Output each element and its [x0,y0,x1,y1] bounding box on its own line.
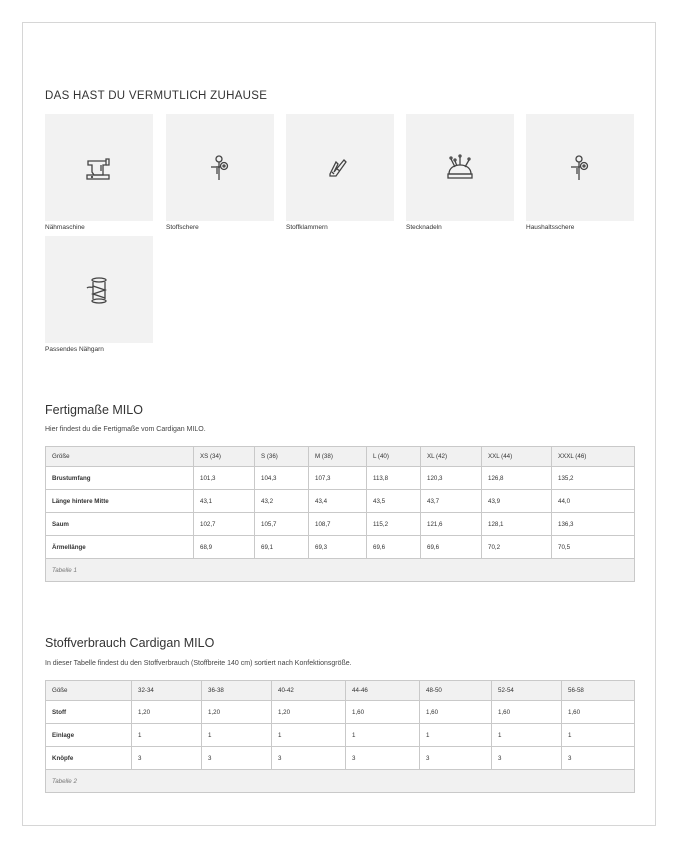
table-row [46,701,635,724]
finished-measurements-title: Fertigmaße MILO [45,403,143,417]
thread-spool-icon [45,236,153,343]
table-header-cell: XXL (44) [482,447,552,467]
table-header-cell: L (40) [367,447,421,467]
tool-tile [406,114,514,231]
table-cell: 3 [492,747,562,770]
fabric-consumption-title: Stoffverbrauch Cardigan MILO [45,636,215,650]
finished-measurements-description: Hier findest du die Fertigmaße vom Cardigan MILO. [45,426,206,433]
scissors-icon [166,114,274,221]
table-cell: 43,9 [482,490,552,513]
table-cell: 43,1 [194,490,255,513]
fabric-clip-icon [286,114,394,221]
table-cell: 1 [420,724,492,747]
tool-label: Haushaltsschere [526,224,575,231]
table-header-cell: 48-50 [420,681,492,701]
table-cell: 43,2 [255,490,309,513]
table-cell: 44,0 [552,490,635,513]
table-header-cell: Göße [46,681,132,701]
table-header-row [46,681,635,701]
table-header-cell: 44-46 [346,681,420,701]
table-cell: 1,60 [420,701,492,724]
table-cell: 1 [346,724,420,747]
table-cell: 68,9 [194,536,255,559]
table-header-cell: XXXL (46) [552,447,635,467]
table-cell: 1 [272,724,346,747]
tool-tile [526,114,634,231]
table-cell: Ärmellänge [46,536,194,559]
table-cell: 3 [346,747,420,770]
table-cell: 126,8 [482,467,552,490]
table-cell: 101,3 [194,467,255,490]
tool-label: Stecknadeln [406,224,442,231]
table-cell: 1 [202,724,272,747]
table-cell: 107,3 [309,467,367,490]
table-row [46,490,635,513]
tool-label: Nähmaschine [45,224,85,231]
table-cell: 3 [420,747,492,770]
table-cell: Saum [46,513,194,536]
table-cell: 69,1 [255,536,309,559]
table-cell: 3 [272,747,346,770]
table-cell: 70,5 [552,536,635,559]
table-cell: 135,2 [552,467,635,490]
table-header-row [46,447,635,467]
table-cell: 128,1 [482,513,552,536]
table-row [46,536,635,559]
table-cell: 1 [492,724,562,747]
table-cell: 104,3 [255,467,309,490]
table-row [46,513,635,536]
table-cell: 121,6 [421,513,482,536]
table-cell: 43,4 [309,490,367,513]
table-cell: 136,3 [552,513,635,536]
tool-label: Stoffklammern [286,224,328,231]
table-header-cell: 36-38 [202,681,272,701]
table-cell: Einlage [46,724,132,747]
table-cell: 1,20 [202,701,272,724]
table-cell: 3 [562,747,635,770]
table-cell: 102,7 [194,513,255,536]
table-cell: 1,60 [562,701,635,724]
table-row [46,467,635,490]
table-cell: 1,60 [346,701,420,724]
table-cell: 1 [132,724,202,747]
table-row [46,724,635,747]
tool-label: Passendes Nähgarn [45,346,104,353]
table-header-cell: 32-34 [132,681,202,701]
table-cell: Knöpfe [46,747,132,770]
table-cell: 3 [132,747,202,770]
table-cell: 43,7 [421,490,482,513]
table-cell: 43,5 [367,490,421,513]
table-row [46,747,635,770]
table-cell: 1,20 [272,701,346,724]
table-cell: 108,7 [309,513,367,536]
pincushion-icon [406,114,514,221]
table-header-cell: S (36) [255,447,309,467]
tool-tile [286,114,394,231]
table-caption-row [46,770,635,793]
table-header-cell: XS (34) [194,447,255,467]
table-header-cell: 56-58 [562,681,635,701]
table-cell: 69,3 [309,536,367,559]
sewing-machine-icon [45,114,153,221]
table-header-cell: Größe [46,447,194,467]
tool-tile [45,236,153,353]
tool-tile [45,114,153,231]
table-header-cell: XL (42) [421,447,482,467]
table-cell: 120,3 [421,467,482,490]
tools-heading: DAS HAST DU VERMUTLICH ZUHAUSE [45,90,268,102]
table-cell: 113,8 [367,467,421,490]
scissors-icon [526,114,634,221]
table-cell: 70,2 [482,536,552,559]
table-cell: 1,20 [132,701,202,724]
table-cell: 1,60 [492,701,562,724]
table-header-cell: M (38) [309,447,367,467]
table-cell: 69,6 [367,536,421,559]
finished-measurements-table [45,446,635,582]
table-cell: 1 [562,724,635,747]
table-cell: Stoff [46,701,132,724]
table-header-cell: 52-54 [492,681,562,701]
tool-label: Stoffschere [166,224,199,231]
table-caption: Tabelle 2 [46,770,635,793]
table-cell: 105,7 [255,513,309,536]
tool-tile [166,114,274,231]
table-cell: 115,2 [367,513,421,536]
table-header-cell: 40-42 [272,681,346,701]
table-caption: Tabelle 1 [46,559,635,582]
table-cell: 69,6 [421,536,482,559]
table-cell: Brustumfang [46,467,194,490]
table-cell: Länge hintere Mitte [46,490,194,513]
table-caption-row [46,559,635,582]
fabric-consumption-table [45,680,635,793]
fabric-consumption-description: In dieser Tabelle findest du den Stoffverbrauch (Stoffbreite 140 cm) sortiert nach Konfektionsgröße. [45,660,352,667]
table-cell: 3 [202,747,272,770]
